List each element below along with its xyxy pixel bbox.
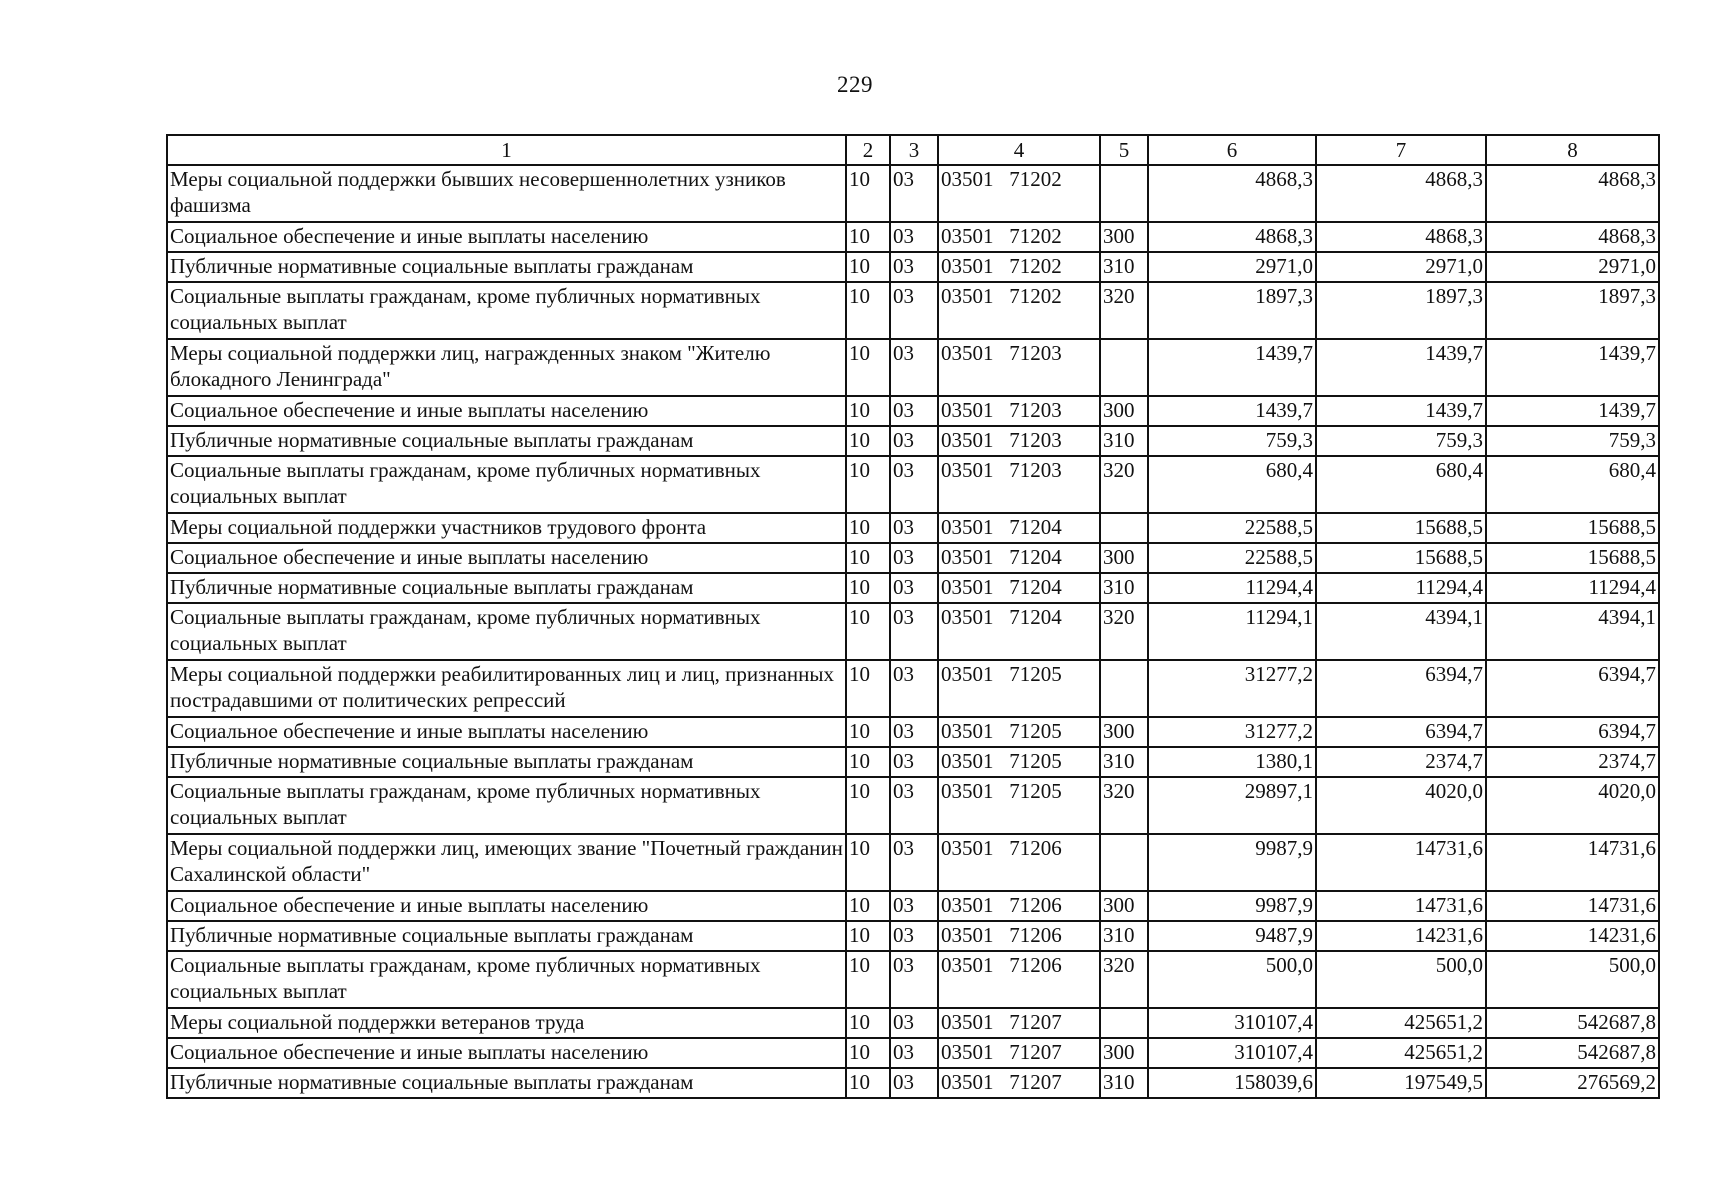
row-value-col6-cell: 310107,4 bbox=[1148, 1038, 1316, 1068]
row-value-col8-cell: 1897,3 bbox=[1486, 282, 1659, 339]
row-value-col6-cell: 1439,7 bbox=[1148, 339, 1316, 396]
row-target-article-cell: 03501 71207 bbox=[938, 1008, 1100, 1038]
row-section-cell: 10 bbox=[846, 1008, 890, 1038]
row-value-col8-cell: 1439,7 bbox=[1486, 396, 1659, 426]
row-value-col8-cell: 4868,3 bbox=[1486, 165, 1659, 222]
row-target-article-cell: 03501 71204 bbox=[938, 513, 1100, 543]
row-name-cell: Публичные нормативные социальные выплаты гражданам bbox=[167, 426, 846, 456]
row-expense-type-cell bbox=[1100, 660, 1148, 717]
row-value-col7-cell: 500,0 bbox=[1316, 951, 1486, 1008]
row-subsection-cell: 03 bbox=[890, 660, 938, 717]
row-subsection-cell: 03 bbox=[890, 951, 938, 1008]
row-expense-type-cell: 310 bbox=[1100, 921, 1148, 951]
row-section-cell: 10 bbox=[846, 1038, 890, 1068]
row-target-article-cell: 03501 71206 bbox=[938, 951, 1100, 1008]
row-name-cell: Публичные нормативные социальные выплаты гражданам bbox=[167, 921, 846, 951]
table-row bbox=[167, 1068, 1659, 1098]
row-name-cell: Социальное обеспечение и иные выплаты населению bbox=[167, 1038, 846, 1068]
row-value-col7-cell: 425651,2 bbox=[1316, 1008, 1486, 1038]
row-section-cell: 10 bbox=[846, 660, 890, 717]
row-expense-type-cell: 300 bbox=[1100, 1038, 1148, 1068]
row-value-col8-cell: 11294,4 bbox=[1486, 573, 1659, 603]
row-value-col7-cell: 1439,7 bbox=[1316, 396, 1486, 426]
row-value-col6-cell: 9987,9 bbox=[1148, 891, 1316, 921]
row-section-cell: 10 bbox=[846, 282, 890, 339]
row-value-col7-cell: 1897,3 bbox=[1316, 282, 1486, 339]
table-row bbox=[167, 573, 1659, 603]
row-value-col7-cell: 4020,0 bbox=[1316, 777, 1486, 834]
row-value-col6-cell: 11294,1 bbox=[1148, 603, 1316, 660]
row-section-cell: 10 bbox=[846, 834, 890, 891]
row-expense-type-cell bbox=[1100, 339, 1148, 396]
row-section-cell: 10 bbox=[846, 426, 890, 456]
row-subsection-cell: 03 bbox=[890, 513, 938, 543]
row-section-cell: 10 bbox=[846, 603, 890, 660]
budget-table bbox=[166, 134, 1660, 1099]
row-value-col8-cell: 542687,8 bbox=[1486, 1008, 1659, 1038]
header-col-4: 4 bbox=[938, 135, 1100, 165]
row-subsection-cell: 03 bbox=[890, 777, 938, 834]
row-subsection-cell: 03 bbox=[890, 282, 938, 339]
row-name-cell: Социальные выплаты гражданам, кроме публичных нормативных социальных выплат bbox=[167, 603, 846, 660]
row-expense-type-cell bbox=[1100, 834, 1148, 891]
row-value-col7-cell: 6394,7 bbox=[1316, 660, 1486, 717]
row-expense-type-cell: 320 bbox=[1100, 951, 1148, 1008]
row-target-article-cell: 03501 71204 bbox=[938, 543, 1100, 573]
row-section-cell: 10 bbox=[846, 339, 890, 396]
row-value-col8-cell: 2971,0 bbox=[1486, 252, 1659, 282]
row-subsection-cell: 03 bbox=[890, 603, 938, 660]
row-section-cell: 10 bbox=[846, 396, 890, 426]
row-section-cell: 10 bbox=[846, 777, 890, 834]
row-subsection-cell: 03 bbox=[890, 1038, 938, 1068]
row-expense-type-cell: 300 bbox=[1100, 222, 1148, 252]
table-row bbox=[167, 426, 1659, 456]
header-col-5: 5 bbox=[1100, 135, 1148, 165]
header-col-6: 6 bbox=[1148, 135, 1316, 165]
row-value-col7-cell: 680,4 bbox=[1316, 456, 1486, 513]
row-target-article-cell: 03501 71202 bbox=[938, 165, 1100, 222]
row-value-col8-cell: 15688,5 bbox=[1486, 543, 1659, 573]
row-target-article-cell: 03501 71205 bbox=[938, 660, 1100, 717]
row-section-cell: 10 bbox=[846, 222, 890, 252]
row-expense-type-cell: 310 bbox=[1100, 426, 1148, 456]
row-value-col7-cell: 197549,5 bbox=[1316, 1068, 1486, 1098]
row-value-col7-cell: 759,3 bbox=[1316, 426, 1486, 456]
row-value-col7-cell: 4868,3 bbox=[1316, 222, 1486, 252]
row-value-col6-cell: 1439,7 bbox=[1148, 396, 1316, 426]
row-section-cell: 10 bbox=[846, 252, 890, 282]
table-row bbox=[167, 747, 1659, 777]
row-value-col6-cell: 4868,3 bbox=[1148, 222, 1316, 252]
header-col-2: 2 bbox=[846, 135, 890, 165]
row-subsection-cell: 03 bbox=[890, 1068, 938, 1098]
row-section-cell: 10 bbox=[846, 573, 890, 603]
table-row bbox=[167, 165, 1659, 222]
row-name-cell: Социальное обеспечение и иные выплаты населению bbox=[167, 396, 846, 426]
table-row bbox=[167, 282, 1659, 339]
row-value-col7-cell: 14731,6 bbox=[1316, 834, 1486, 891]
table-row bbox=[167, 891, 1659, 921]
table-row bbox=[167, 396, 1659, 426]
row-value-col7-cell: 2374,7 bbox=[1316, 747, 1486, 777]
row-value-col8-cell: 14731,6 bbox=[1486, 834, 1659, 891]
row-target-article-cell: 03501 71206 bbox=[938, 891, 1100, 921]
row-value-col7-cell: 1439,7 bbox=[1316, 339, 1486, 396]
row-target-article-cell: 03501 71202 bbox=[938, 282, 1100, 339]
row-value-col6-cell: 1380,1 bbox=[1148, 747, 1316, 777]
row-expense-type-cell: 300 bbox=[1100, 891, 1148, 921]
table-row bbox=[167, 717, 1659, 747]
row-value-col8-cell: 6394,7 bbox=[1486, 660, 1659, 717]
row-value-col7-cell: 15688,5 bbox=[1316, 513, 1486, 543]
row-subsection-cell: 03 bbox=[890, 717, 938, 747]
row-expense-type-cell bbox=[1100, 1008, 1148, 1038]
row-value-col6-cell: 1897,3 bbox=[1148, 282, 1316, 339]
row-value-col6-cell: 158039,6 bbox=[1148, 1068, 1316, 1098]
row-subsection-cell: 03 bbox=[890, 396, 938, 426]
row-value-col8-cell: 15688,5 bbox=[1486, 513, 1659, 543]
row-value-col6-cell: 22588,5 bbox=[1148, 513, 1316, 543]
row-expense-type-cell: 300 bbox=[1100, 396, 1148, 426]
row-value-col6-cell: 500,0 bbox=[1148, 951, 1316, 1008]
row-expense-type-cell bbox=[1100, 513, 1148, 543]
row-target-article-cell: 03501 71207 bbox=[938, 1068, 1100, 1098]
row-section-cell: 10 bbox=[846, 747, 890, 777]
row-expense-type-cell: 300 bbox=[1100, 543, 1148, 573]
row-name-cell: Меры социальной поддержки лиц, имеющих звание "Почетный гражданин Сахалинской области" bbox=[167, 834, 846, 891]
table-body bbox=[167, 165, 1659, 1098]
row-target-article-cell: 03501 71204 bbox=[938, 603, 1100, 660]
row-value-col7-cell: 14231,6 bbox=[1316, 921, 1486, 951]
header-col-1: 1 bbox=[167, 135, 846, 165]
row-name-cell: Социальные выплаты гражданам, кроме публичных нормативных социальных выплат bbox=[167, 282, 846, 339]
header-col-3: 3 bbox=[890, 135, 938, 165]
row-value-col6-cell: 31277,2 bbox=[1148, 717, 1316, 747]
table-row bbox=[167, 1038, 1659, 1068]
row-target-article-cell: 03501 71206 bbox=[938, 921, 1100, 951]
table-row bbox=[167, 777, 1659, 834]
row-name-cell: Социальные выплаты гражданам, кроме публичных нормативных социальных выплат bbox=[167, 456, 846, 513]
row-value-col8-cell: 6394,7 bbox=[1486, 717, 1659, 747]
table-row bbox=[167, 222, 1659, 252]
row-value-col7-cell: 4868,3 bbox=[1316, 165, 1486, 222]
row-subsection-cell: 03 bbox=[890, 252, 938, 282]
table-row bbox=[167, 834, 1659, 891]
row-section-cell: 10 bbox=[846, 456, 890, 513]
page-number: 229 bbox=[837, 72, 873, 97]
row-expense-type-cell: 310 bbox=[1100, 573, 1148, 603]
header-col-7: 7 bbox=[1316, 135, 1486, 165]
row-expense-type-cell: 310 bbox=[1100, 252, 1148, 282]
row-section-cell: 10 bbox=[846, 717, 890, 747]
row-value-col8-cell: 4020,0 bbox=[1486, 777, 1659, 834]
row-target-article-cell: 03501 71202 bbox=[938, 252, 1100, 282]
row-subsection-cell: 03 bbox=[890, 1008, 938, 1038]
row-value-col6-cell: 2971,0 bbox=[1148, 252, 1316, 282]
row-name-cell: Публичные нормативные социальные выплаты гражданам bbox=[167, 573, 846, 603]
row-subsection-cell: 03 bbox=[890, 165, 938, 222]
row-subsection-cell: 03 bbox=[890, 426, 938, 456]
row-value-col6-cell: 680,4 bbox=[1148, 456, 1316, 513]
table-row bbox=[167, 951, 1659, 1008]
row-value-col6-cell: 11294,4 bbox=[1148, 573, 1316, 603]
row-value-col7-cell: 14731,6 bbox=[1316, 891, 1486, 921]
row-value-col8-cell: 2374,7 bbox=[1486, 747, 1659, 777]
row-name-cell: Меры социальной поддержки участников трудового фронта bbox=[167, 513, 846, 543]
row-name-cell: Социальное обеспечение и иные выплаты населению bbox=[167, 891, 846, 921]
table-row bbox=[167, 921, 1659, 951]
row-value-col8-cell: 500,0 bbox=[1486, 951, 1659, 1008]
row-target-article-cell: 03501 71205 bbox=[938, 717, 1100, 747]
row-name-cell: Публичные нормативные социальные выплаты гражданам bbox=[167, 1068, 846, 1098]
row-value-col7-cell: 2971,0 bbox=[1316, 252, 1486, 282]
row-name-cell: Меры социальной поддержки реабилитированных лиц и лиц, признанных пострадавшими от политических репрессий bbox=[167, 660, 846, 717]
table-header-row bbox=[167, 135, 1659, 165]
row-value-col8-cell: 680,4 bbox=[1486, 456, 1659, 513]
table-row bbox=[167, 543, 1659, 573]
row-target-article-cell: 03501 71203 bbox=[938, 426, 1100, 456]
table-row bbox=[167, 456, 1659, 513]
row-value-col6-cell: 22588,5 bbox=[1148, 543, 1316, 573]
table-row bbox=[167, 252, 1659, 282]
table-row bbox=[167, 660, 1659, 717]
row-subsection-cell: 03 bbox=[890, 456, 938, 513]
row-value-col8-cell: 4868,3 bbox=[1486, 222, 1659, 252]
row-target-article-cell: 03501 71205 bbox=[938, 777, 1100, 834]
row-value-col6-cell: 29897,1 bbox=[1148, 777, 1316, 834]
table-row bbox=[167, 603, 1659, 660]
row-name-cell: Меры социальной поддержки лиц, награжденных знаком "Жителю блокадного Ленинграда" bbox=[167, 339, 846, 396]
row-value-col6-cell: 31277,2 bbox=[1148, 660, 1316, 717]
row-expense-type-cell: 320 bbox=[1100, 603, 1148, 660]
row-section-cell: 10 bbox=[846, 543, 890, 573]
row-section-cell: 10 bbox=[846, 951, 890, 1008]
row-subsection-cell: 03 bbox=[890, 891, 938, 921]
row-subsection-cell: 03 bbox=[890, 921, 938, 951]
row-value-col7-cell: 11294,4 bbox=[1316, 573, 1486, 603]
table-row bbox=[167, 1008, 1659, 1038]
row-name-cell: Меры социальной поддержки бывших несовершеннолетних узников фашизма bbox=[167, 165, 846, 222]
row-value-col7-cell: 15688,5 bbox=[1316, 543, 1486, 573]
row-target-article-cell: 03501 71202 bbox=[938, 222, 1100, 252]
row-subsection-cell: 03 bbox=[890, 747, 938, 777]
row-section-cell: 10 bbox=[846, 921, 890, 951]
row-name-cell: Социальные выплаты гражданам, кроме публичных нормативных социальных выплат bbox=[167, 777, 846, 834]
header-col-8: 8 bbox=[1486, 135, 1659, 165]
row-target-article-cell: 03501 71203 bbox=[938, 456, 1100, 513]
row-subsection-cell: 03 bbox=[890, 834, 938, 891]
row-value-col6-cell: 310107,4 bbox=[1148, 1008, 1316, 1038]
row-subsection-cell: 03 bbox=[890, 339, 938, 396]
row-target-article-cell: 03501 71204 bbox=[938, 573, 1100, 603]
row-subsection-cell: 03 bbox=[890, 543, 938, 573]
row-name-cell: Публичные нормативные социальные выплаты гражданам bbox=[167, 252, 846, 282]
row-target-article-cell: 03501 71203 bbox=[938, 339, 1100, 396]
row-section-cell: 10 bbox=[846, 1068, 890, 1098]
row-value-col7-cell: 6394,7 bbox=[1316, 717, 1486, 747]
row-expense-type-cell bbox=[1100, 165, 1148, 222]
table-row bbox=[167, 339, 1659, 396]
row-value-col6-cell: 4868,3 bbox=[1148, 165, 1316, 222]
row-value-col8-cell: 276569,2 bbox=[1486, 1068, 1659, 1098]
row-value-col7-cell: 4394,1 bbox=[1316, 603, 1486, 660]
row-name-cell: Меры социальной поддержки ветеранов труда bbox=[167, 1008, 846, 1038]
row-value-col6-cell: 9987,9 bbox=[1148, 834, 1316, 891]
row-target-article-cell: 03501 71207 bbox=[938, 1038, 1100, 1068]
row-name-cell: Социальное обеспечение и иные выплаты населению bbox=[167, 717, 846, 747]
row-value-col8-cell: 542687,8 bbox=[1486, 1038, 1659, 1068]
row-expense-type-cell: 320 bbox=[1100, 777, 1148, 834]
row-section-cell: 10 bbox=[846, 165, 890, 222]
row-subsection-cell: 03 bbox=[890, 573, 938, 603]
row-value-col8-cell: 4394,1 bbox=[1486, 603, 1659, 660]
row-name-cell: Социальное обеспечение и иные выплаты населению bbox=[167, 222, 846, 252]
table-row bbox=[167, 513, 1659, 543]
row-value-col8-cell: 14231,6 bbox=[1486, 921, 1659, 951]
row-name-cell: Публичные нормативные социальные выплаты гражданам bbox=[167, 747, 846, 777]
row-value-col8-cell: 1439,7 bbox=[1486, 339, 1659, 396]
row-value-col6-cell: 9487,9 bbox=[1148, 921, 1316, 951]
row-name-cell: Социальное обеспечение и иные выплаты населению bbox=[167, 543, 846, 573]
row-target-article-cell: 03501 71206 bbox=[938, 834, 1100, 891]
row-expense-type-cell: 310 bbox=[1100, 1068, 1148, 1098]
row-value-col8-cell: 759,3 bbox=[1486, 426, 1659, 456]
row-value-col8-cell: 14731,6 bbox=[1486, 891, 1659, 921]
row-section-cell: 10 bbox=[846, 513, 890, 543]
row-subsection-cell: 03 bbox=[890, 222, 938, 252]
row-expense-type-cell: 300 bbox=[1100, 717, 1148, 747]
row-target-article-cell: 03501 71205 bbox=[938, 747, 1100, 777]
row-value-col7-cell: 425651,2 bbox=[1316, 1038, 1486, 1068]
row-expense-type-cell: 310 bbox=[1100, 747, 1148, 777]
row-section-cell: 10 bbox=[846, 891, 890, 921]
row-value-col6-cell: 759,3 bbox=[1148, 426, 1316, 456]
row-expense-type-cell: 320 bbox=[1100, 456, 1148, 513]
row-expense-type-cell: 320 bbox=[1100, 282, 1148, 339]
row-name-cell: Социальные выплаты гражданам, кроме публичных нормативных социальных выплат bbox=[167, 951, 846, 1008]
row-target-article-cell: 03501 71203 bbox=[938, 396, 1100, 426]
